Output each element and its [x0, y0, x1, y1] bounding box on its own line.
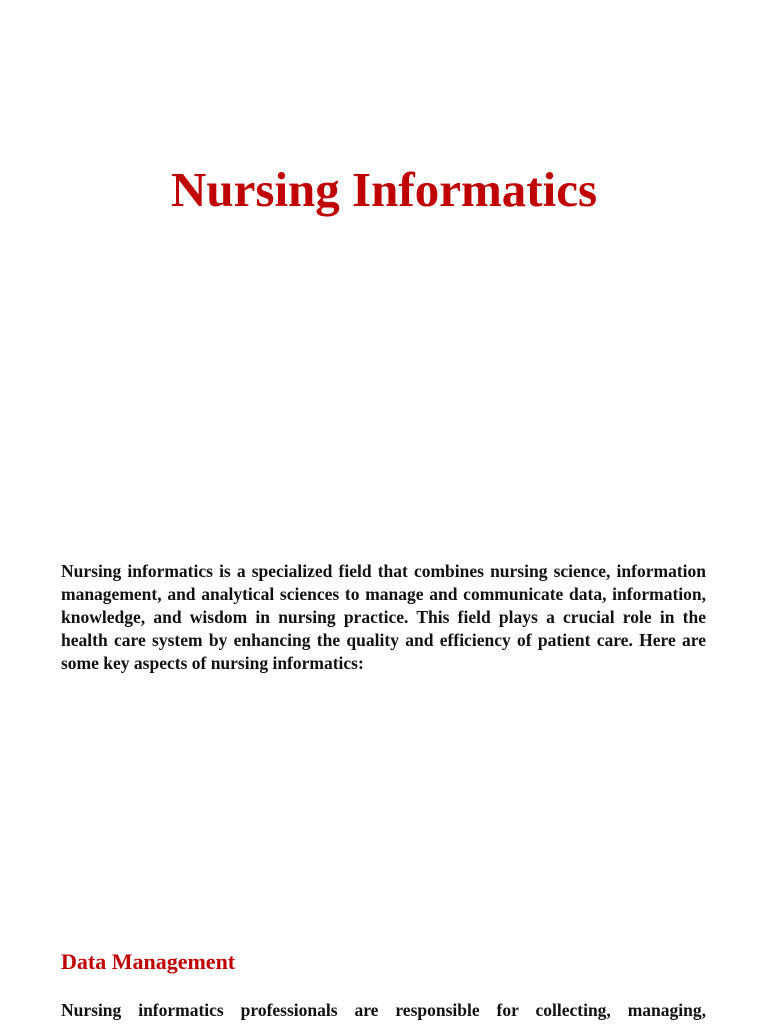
section-heading-data-management: Data Management — [61, 949, 236, 974]
page-title: Nursing Informatics — [170, 162, 598, 217]
intro-paragraph: Nursing informatics is a specialized field that combines nursing science, information management, and analytical sciences to manage and communicate data, information, knowledge, and wisdom in nursing practice. This field plays a crucial role in the health care system by enhancing the quality and efficiency of patient care. Here are some key aspects of nursing informatics: — [61, 561, 706, 673]
section-body-data-management: Nursing informatics professionals are responsible for collecting, managing, — [61, 1000, 706, 1020]
